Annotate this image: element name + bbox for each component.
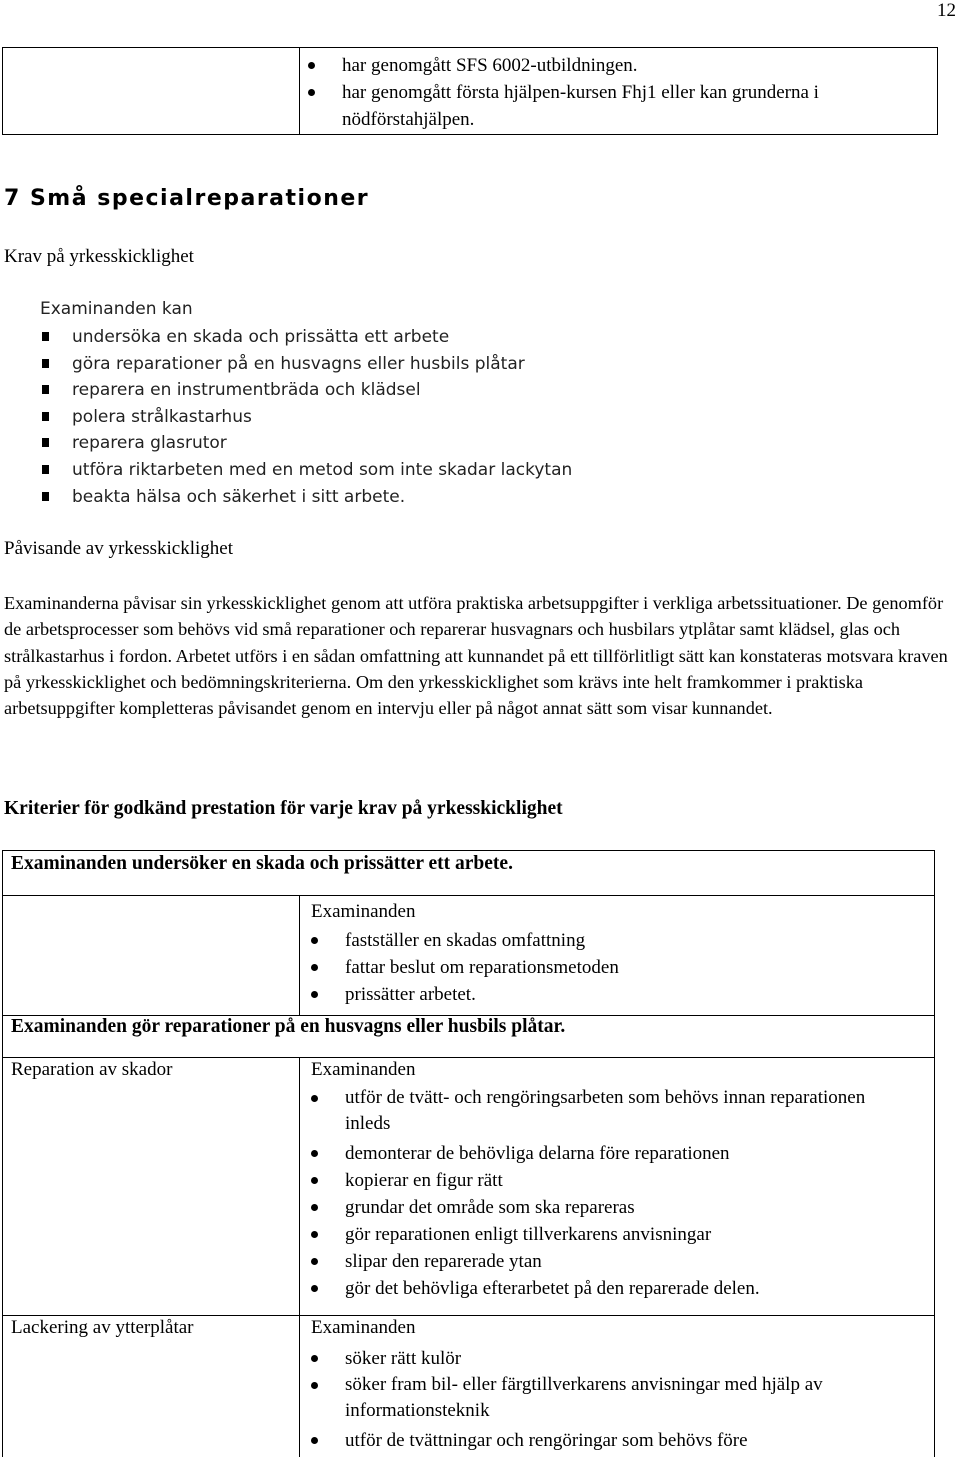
row-label: Reparation av skador <box>11 1059 173 1080</box>
list-item: utför de tvättningar och rengöringar som behövs före <box>305 1427 905 1454</box>
list-item: utför de tvätt- och rengöringsarbeten som behövs innan reparationen inleds <box>305 1085 905 1137</box>
column-divider <box>299 1057 300 1457</box>
list-item: söker fram bil- eller färgtillverkarens anvisningar med hjälp av informationsteknik <box>305 1372 905 1424</box>
painting-list <box>305 1345 905 1454</box>
list-item: undersöka en skada och prissätta ett arbete <box>40 324 740 351</box>
list-item: kopierar en figur rätt <box>305 1167 905 1194</box>
row-divider <box>3 895 934 896</box>
list-item: reparera en instrumentbräda och klädsel <box>40 377 740 404</box>
list-item: beakta hälsa och säkerhet i sitt arbete. <box>40 484 740 511</box>
list-item: gör det behövliga efterarbetet på den reparerade delen. <box>305 1275 905 1302</box>
list-item: reparera glasrutor <box>40 430 740 457</box>
list-item: grundar det område som ska repareras <box>305 1194 905 1221</box>
chapter-title: 7 Små specialreparationer <box>4 186 370 211</box>
list-item: utföra riktarbeten med en metod som inte skadar lackytan <box>40 457 740 484</box>
section-title: Examinanden gör reparationer på en husvagns eller husbils plåtar. <box>11 1016 566 1037</box>
cell-head: Examinanden <box>311 1059 416 1080</box>
section-title: Examinanden undersöker en skada och prissätter ett arbete. <box>11 853 513 874</box>
column-divider <box>299 48 300 134</box>
criteria-heading: Kriterier för godkänd prestation för varje krav på yrkesskicklighet <box>4 798 563 819</box>
list-item: fastställer en skadas omfattning <box>305 927 905 954</box>
previous-table-list <box>302 52 922 133</box>
list-item: har genomgått SFS 6002-utbildningen. <box>302 52 922 79</box>
list-item: gör reparationen enligt tillverkarens anvisningar <box>305 1221 905 1248</box>
requirements-intro: Examinanden kan <box>40 299 193 319</box>
list-item: söker rätt kulör <box>305 1345 905 1372</box>
list-item: demonterar de behövliga delarna före reparationen <box>305 1140 905 1167</box>
row-divider <box>3 1057 934 1058</box>
list-item: har genomgått första hjälpen-kursen Fhj1 eller kan grunderna i nödförstahjälpen. <box>302 79 922 133</box>
list-item: polera strålkastarhus <box>40 404 740 431</box>
criteria-table <box>2 850 935 1457</box>
cell-head: Examinanden <box>311 1317 416 1338</box>
list-item: slipar den reparerade ytan <box>305 1248 905 1275</box>
demonstration-paragraph: Examinanderna påvisar sin yrkesskicklighet genom att utföra praktiska arbetsuppgifter i verkliga arbetssituationer. De genomför de arbetsprocesser som behövs vid små reparationer och reparerar husvagnars och husbilars ytplåtar samt klädsel, glas och strålkastarhus i fordon. Arbetet utförs i en sådan omfattning att kunnandet på ett tillförlitligt sätt kan konstateras motsvara kraven på yrkesskicklighet och bedömningskriterierna. Om den yrkesskicklighet som krävs inte helt framkommer i praktiska arbetsuppgifter kompletteras påvisandet genom en intervju eller på något annat sätt som visar kunnandet. <box>4 593 948 719</box>
cell-head: Examinanden <box>311 901 416 922</box>
repair-list <box>305 1085 905 1302</box>
page-number: 12 <box>937 0 956 21</box>
requirements-list <box>40 324 740 510</box>
section1-list <box>305 927 905 1008</box>
row-label: Lackering av ytterplåtar <box>11 1317 194 1338</box>
row-divider <box>3 1315 934 1316</box>
list-item: göra reparationer på en husvagns eller husbils plåtar <box>40 351 740 378</box>
list-item: prissätter arbetet. <box>305 981 905 1008</box>
requirements-heading: Krav på yrkesskicklighet <box>4 246 194 267</box>
demonstration-heading: Påvisande av yrkesskicklighet <box>4 538 234 559</box>
column-divider <box>299 895 300 1015</box>
list-item: fattar beslut om reparationsmetoden <box>305 954 905 981</box>
